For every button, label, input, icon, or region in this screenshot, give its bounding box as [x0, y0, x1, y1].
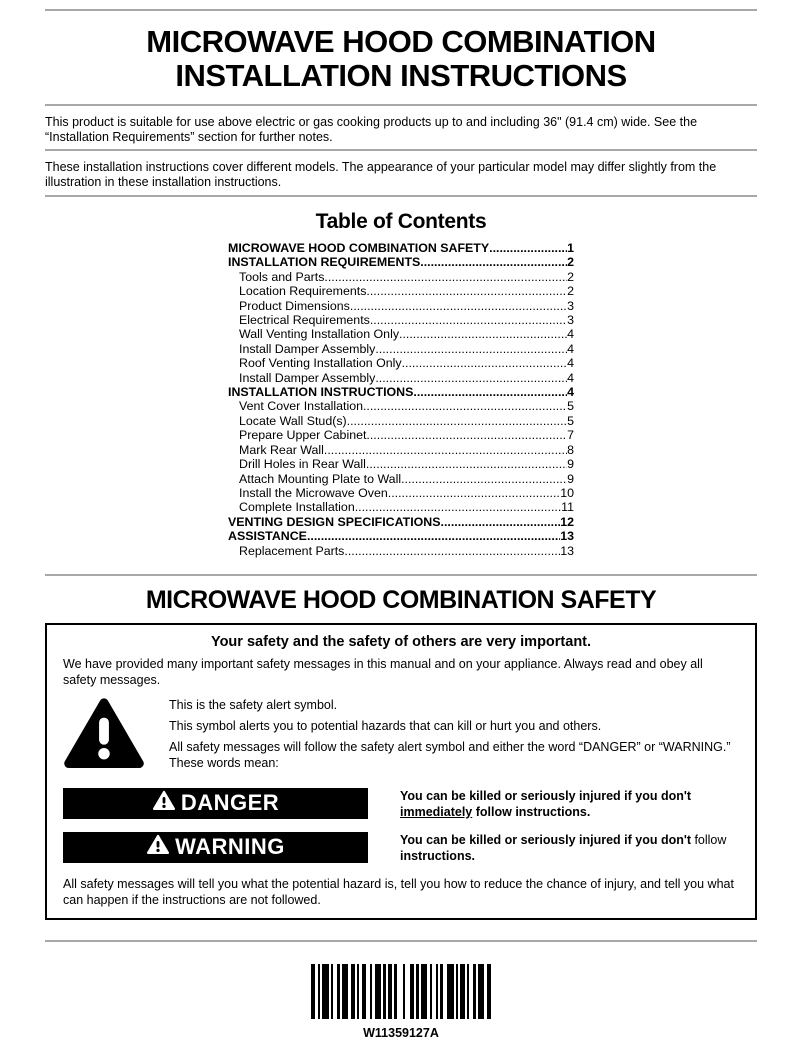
toc-entry-label: Locate Wall Stud(s)	[239, 413, 347, 428]
safety-box-heading: Your safety and the safety of others are very important.	[210, 633, 592, 650]
safety-alert-icon	[63, 697, 145, 776]
toc-entry-page: 9	[567, 471, 574, 486]
toc-leader-dots	[402, 356, 568, 370]
toc-entry	[228, 414, 574, 428]
warning-triangle-icon	[146, 834, 170, 860]
toc-entry-label: Prepare Upper Cabinet	[239, 428, 367, 443]
barcode-bar	[375, 964, 382, 1019]
danger-description	[400, 788, 739, 820]
toc-leader-dots	[363, 399, 567, 413]
warning-triangle-icon	[152, 790, 176, 816]
barcode-bar	[342, 964, 349, 1019]
safety-section-title: MICROWAVE HOOD COMBINATION SAFETY	[145, 585, 657, 614]
toc-entry-label: Install the Microwave Oven	[239, 485, 388, 500]
warning-row	[63, 832, 739, 864]
toc-entry	[228, 241, 574, 255]
toc-entry-page: 11	[561, 500, 574, 515]
toc-leader-dots	[324, 443, 567, 457]
toc-leader-dots	[388, 486, 560, 500]
toc-leader-dots	[366, 457, 567, 471]
barcode-bar	[322, 964, 329, 1019]
toc-entry-label: Tools and Parts	[239, 269, 325, 284]
toc-entry	[228, 428, 574, 442]
toc-entry	[228, 284, 574, 298]
toc-entry-page: 9	[567, 457, 574, 472]
barcode-space	[397, 964, 404, 1019]
toc-entry-page: 2	[567, 269, 574, 284]
toc-leader-dots	[366, 428, 567, 442]
toc-entry-label: Install Damper Assembly	[239, 341, 376, 356]
toc-entry-page: 4	[567, 327, 574, 342]
toc-entry	[228, 371, 574, 385]
safety-alert-text	[169, 697, 734, 776]
barcode-bar	[487, 964, 491, 1019]
divider	[45, 104, 757, 106]
toc-entry-label: MICROWAVE HOOD COMBINATION SAFETY	[228, 241, 490, 255]
toc-entry-label: Attach Mounting Plate to Wall	[239, 471, 402, 486]
toc-entry-page: 3	[567, 298, 574, 313]
toc-entry	[228, 385, 574, 399]
toc-leader-dots	[347, 414, 567, 428]
toc-leader-dots	[401, 472, 567, 486]
toc-entry	[228, 529, 574, 543]
warning-text-emphasis: follow	[694, 832, 727, 847]
toc-entry-page: 10	[560, 485, 574, 500]
toc-entry	[228, 299, 574, 313]
safety-box	[45, 623, 757, 920]
toc-entry-page: 13	[560, 529, 574, 544]
toc-leader-dots	[375, 342, 567, 356]
table-of-contents	[228, 241, 574, 558]
divider	[45, 149, 757, 151]
danger-text-after: follow instructions.	[472, 804, 591, 819]
toc-entry	[228, 486, 574, 500]
danger-text-emphasis: immediately	[400, 804, 473, 819]
toc-leader-dots	[413, 385, 567, 399]
toc-entry	[228, 515, 574, 529]
toc-entry-page: 2	[567, 284, 574, 299]
toc-entry	[228, 500, 574, 514]
document-title	[45, 25, 757, 93]
warning-signal-bar	[63, 832, 368, 863]
toc-leader-dots	[399, 327, 567, 341]
barcode-bar	[421, 964, 428, 1019]
toc-entry	[228, 443, 574, 457]
divider	[45, 574, 757, 576]
document-page	[0, 9, 802, 1046]
toc-entry-label: Mark Rear Wall	[239, 442, 324, 457]
toc-entry-page: 5	[567, 399, 574, 414]
toc-entry	[228, 399, 574, 413]
toc-leader-dots	[344, 544, 560, 558]
toc-entry-label: Product Dimensions	[239, 298, 350, 313]
toc-entry-label: Roof Venting Installation Only	[239, 356, 402, 371]
safety-alert-line1: This is the safety alert symbol.	[169, 697, 338, 712]
toc-entry-label: VENTING DESIGN SPECIFICATIONS	[228, 514, 441, 529]
toc-entry-label: ASSISTANCE	[228, 529, 307, 544]
toc-entry-label: Complete Installation	[239, 500, 355, 515]
toc-entry	[228, 457, 574, 471]
toc-entry-label: Vent Cover Installation	[239, 399, 363, 414]
toc-leader-dots	[366, 284, 567, 298]
safety-box-intro: We have provided many important safety messages in this manual and on your appliance. Always read and obey all safety messages.	[63, 656, 703, 687]
safety-alert-row	[63, 697, 739, 776]
toc-entry	[228, 472, 574, 486]
safety-box-footer: All safety messages will tell you what the potential hazard is, tell you how to reduce the chance of injury, and tell you what can happen if the instructions are not followed.	[63, 876, 734, 907]
toc-entry-label: Replacement Parts	[239, 543, 345, 558]
toc-entry-page: 7	[567, 428, 574, 443]
toc-entry-page: 8	[567, 442, 574, 457]
warning-label: WARNING	[175, 834, 285, 860]
toc-leader-dots	[324, 270, 567, 284]
document-title-line1: MICROWAVE HOOD COMBINATION	[146, 24, 656, 59]
toc-entry-label: INSTALLATION INSTRUCTIONS	[228, 385, 414, 400]
barcode-bar	[478, 964, 485, 1019]
toc-entry-label: Electrical Requirements	[239, 313, 370, 328]
toc-leader-dots	[375, 371, 567, 385]
toc-entry-page: 13	[560, 543, 574, 558]
toc-entry	[228, 544, 574, 558]
toc-leader-dots	[441, 515, 561, 529]
warning-text-before: You can be killed or seriously injured if you don't	[400, 832, 695, 847]
toc-entry-label: INSTALLATION REQUIREMENTS	[228, 255, 421, 270]
toc-leader-dots	[307, 529, 560, 543]
warning-text-after: instructions.	[400, 848, 476, 863]
toc-entry-label: Wall Venting Installation Only	[239, 327, 400, 342]
toc-entry	[228, 356, 574, 370]
danger-signal-bar	[63, 788, 368, 819]
danger-label: DANGER	[180, 790, 280, 816]
barcode-bar	[447, 964, 454, 1019]
divider	[45, 940, 757, 942]
danger-text-before: You can be killed or seriously injured if you don't	[400, 788, 691, 803]
toc-entry-page: 2	[567, 255, 574, 270]
toc-title: Table of Contents	[315, 210, 487, 233]
toc-leader-dots	[489, 241, 567, 255]
toc-leader-dots	[370, 313, 567, 327]
divider	[45, 195, 757, 197]
toc-entry-page: 4	[567, 341, 574, 356]
toc-leader-dots	[350, 299, 567, 313]
safety-alert-line2: This symbol alerts you to potential hazards that can kill or hurt you and others.	[169, 718, 602, 733]
toc-leader-dots	[355, 500, 561, 514]
toc-entry-page: 4	[567, 356, 574, 371]
danger-row	[63, 788, 739, 820]
toc-entry-page: 1	[567, 241, 574, 255]
toc-entry	[228, 327, 574, 341]
toc-entry	[228, 255, 574, 269]
intro-paragraph-1: This product is suitable for use above electric or gas cooking products up to and including 36" (91.4 cm) wide. See the “Installation Requirements” section for further notes.	[45, 115, 698, 144]
toc-entry	[228, 342, 574, 356]
toc-entry-page: 4	[567, 385, 574, 400]
toc-leader-dots	[420, 255, 567, 269]
safety-alert-line3: All safety messages will follow the safety alert symbol and either the word “DANGER” or “WARNING.” These words mean:	[169, 739, 731, 770]
toc-entry	[228, 270, 574, 284]
barcode-block	[45, 964, 757, 1040]
barcode-code: W11359127A	[363, 1025, 439, 1040]
divider	[45, 9, 757, 11]
intro-paragraph-2: These installation instructions cover different models. The appearance of your particular model may differ slightly from the illustration in these installation instructions.	[45, 160, 717, 189]
toc-entry-page: 3	[567, 313, 574, 328]
warning-description	[400, 832, 739, 864]
toc-entry-label: Location Requirements	[239, 284, 367, 299]
toc-entry-label: Install Damper Assembly	[239, 370, 376, 385]
toc-entry-page: 12	[560, 514, 574, 529]
barcode	[311, 964, 491, 1019]
document-title-line2: INSTALLATION INSTRUCTIONS	[175, 58, 627, 93]
toc-entry-page: 4	[567, 370, 574, 385]
toc-entry-page: 5	[567, 413, 574, 428]
toc-entry-label: Drill Holes in Rear Wall	[239, 457, 366, 472]
toc-entry	[228, 313, 574, 327]
